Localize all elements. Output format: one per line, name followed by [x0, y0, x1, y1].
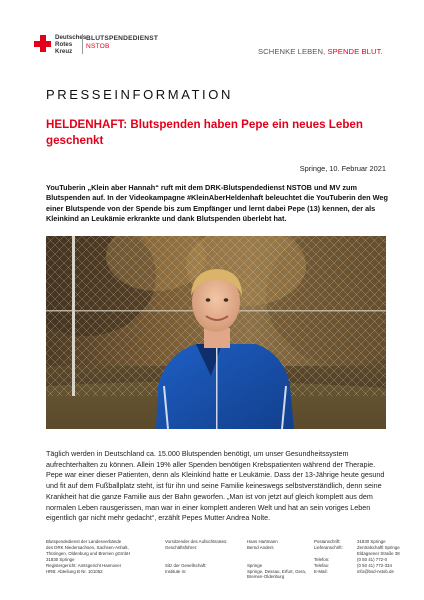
red-cross-logo-icon: [34, 35, 51, 52]
footer-col-names: [247, 539, 315, 580]
footer-line: Zentralschaftl Springe: [357, 544, 400, 550]
footer-line: Geschäftsführer:: [165, 544, 198, 550]
footer-line: Postanschrift:: [314, 539, 341, 544]
footer-line: Registergericht: Amtsgericht Hannover: [46, 562, 122, 568]
lead-paragraph: YouTuberin „Klein aber Hannah“ ruft mit dem DRK-Blutspendedienst NSTOB und MV zum Blutspenden auf. In der Videokampagne #KleinAberHeldenhaft beleuchtet die YouTuberin den Weg einer Blutspende von der Spende bis zum Empfänger und lernt dabei Pepe (13) kennen, der als Kleinkind an Leukämie erkrankte und dank Blutspenden überlebt hat.: [46, 183, 388, 224]
body-paragraph: Täglich werden in Deutschland ca. 15.000 Blutspenden benötigt, um unser Gesundheitssystem aufrechterhalten zu können. Allein 19% aller Spenden benötigen Krebspatienten während der Therapie. Pepe war einer dieser Patienten, denn als Kleinkind hatte er Leukämie. Dass der 13-Jährige heute gesund und fit auf dem Fußballplatz steht, ist für ihn und seine Familie keineswegs selbstverständlich, denn seine Krankheit hat die ganze Familie aus der Bahn geworfen. „Man ist von jetzt auf gleich komplett aus dem normalen Leben rausgerissen, man war in einer komplett anderen Welt und hat an sein voriges Leben eigentlich gar nicht mehr gedacht“, erzählt Pepes Mutter Andrea Nolte.: [46, 449, 385, 523]
footer-line: 31830 Springe: [46, 556, 75, 562]
footer-col-company: [46, 539, 164, 574]
footer-line: info@bsd-nstob.de: [357, 568, 394, 574]
footer-line: E-Mail:: [314, 568, 328, 574]
letterhead: [0, 0, 424, 80]
logo-divider: [82, 34, 83, 54]
footer-line: Bernd Anders: [247, 544, 274, 550]
footer-line: HRB: Abteilung B Nr. 101052: [46, 568, 103, 574]
footer-line: Vorsitzender des Aufsichtsrates:: [165, 539, 228, 544]
footer-line: Blutspendedienst der Landesverbände: [46, 539, 122, 544]
footer-line: Thüringen, Oldenburg und Bremen gGmbH: [46, 550, 131, 556]
section-title: PRESSEINFORMATION: [46, 87, 233, 102]
footer-col-contact-values: [357, 539, 417, 574]
footer-line: (0 50 41) 772-0: [357, 556, 388, 562]
footer-line: Hans Hartmann: [247, 539, 278, 544]
footer-line: Lieferanschrift:: [314, 544, 343, 550]
logo-line-2: Rotes: [55, 41, 73, 48]
footer-line: Institute in:: [165, 568, 187, 574]
org-name: BLUTSPENDEDIENST: [86, 35, 159, 42]
organisation-name: [86, 35, 158, 51]
footer-line: (0 50 41) 772-334: [357, 562, 392, 568]
footer-line: des DRK Niedersachsen, Sachsen-Anhalt,: [46, 544, 129, 550]
footer-col-contact-labels: [314, 539, 356, 574]
org-sub: NSTOB: [86, 43, 110, 50]
headline: HELDENHAFT: Blutspenden haben Pepe ein neues Leben geschenkt: [46, 118, 363, 147]
footer-line: Bremen-Oldenburg: [247, 574, 285, 580]
dateline: Springe, 10. Februar 2021: [299, 164, 386, 173]
slogan-part-2: SPENDE BLUT.: [327, 47, 383, 56]
footer-line: 31830 Springe: [357, 539, 386, 544]
article-photo: [46, 236, 386, 429]
footer-col-roles: [165, 539, 245, 574]
footer-line: Telefax:: [314, 562, 330, 568]
footer-line: Springe: [247, 562, 263, 568]
footer-line: Springe, Dessau, Erfurt, Gera,: [247, 568, 307, 574]
footer-line: Sitz der Gesellschaft:: [165, 562, 207, 568]
logo-line-1: Deutsches: [55, 34, 87, 41]
logo-line-3: Kreuz: [55, 48, 73, 55]
slogan: [258, 47, 383, 56]
footer-line: Telefon:: [314, 556, 330, 562]
slogan-part-1: SCHENKE LEBEN,: [258, 47, 326, 56]
footer-line: Eldagsener Straße 38: [357, 550, 400, 556]
